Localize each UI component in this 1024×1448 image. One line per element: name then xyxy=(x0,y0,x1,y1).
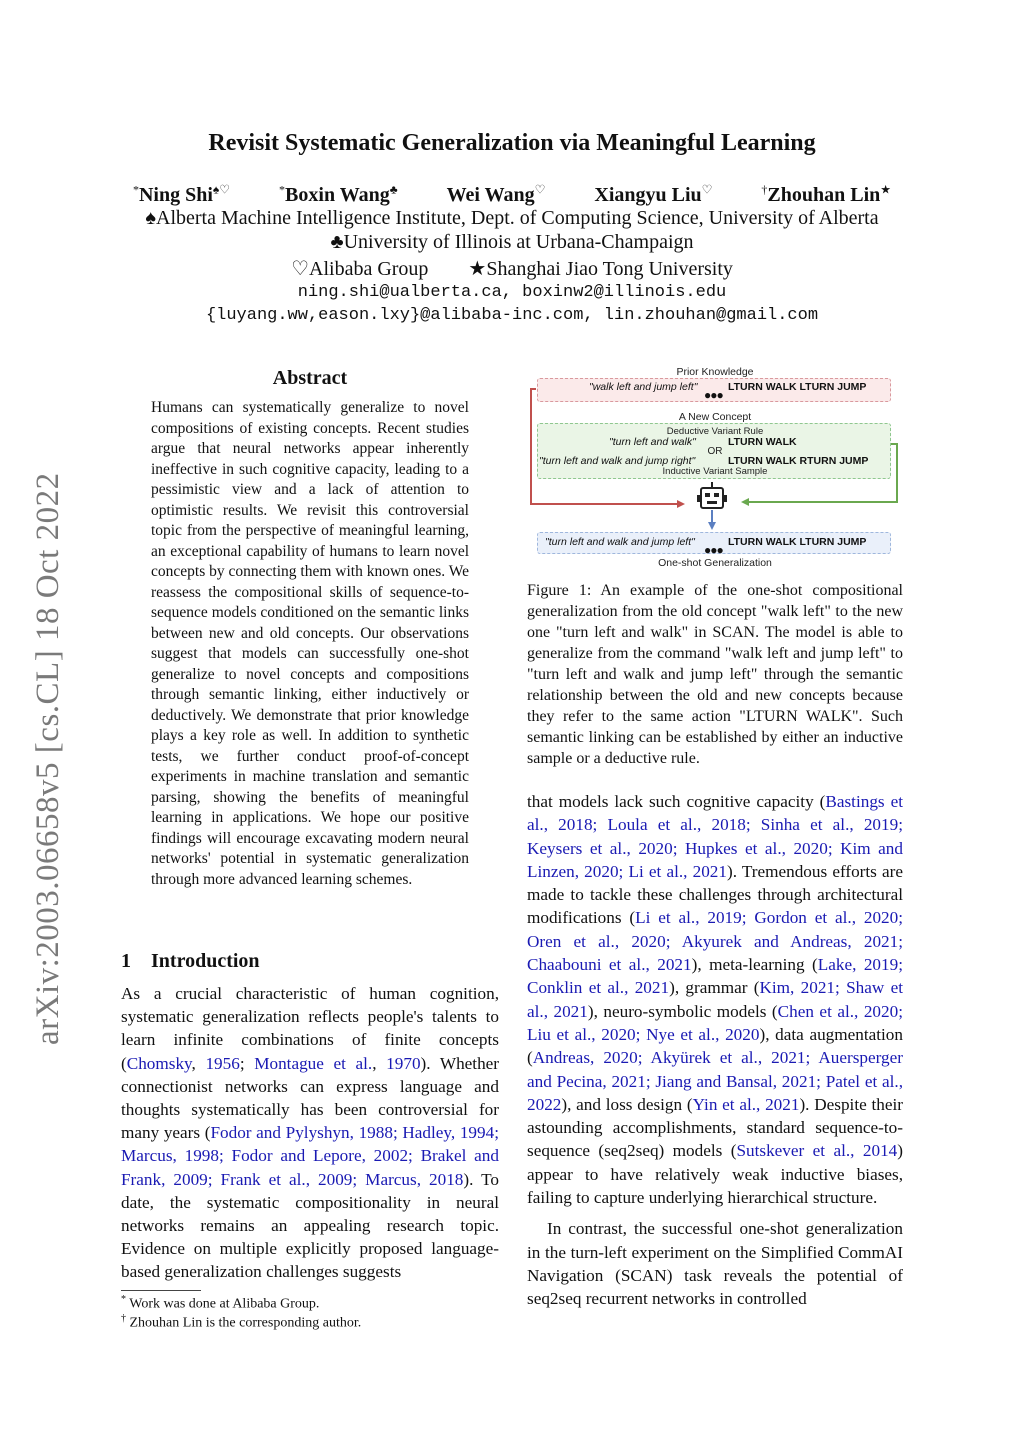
abstract-heading: Abstract xyxy=(272,367,348,389)
author: Wei Wang♡ xyxy=(446,182,546,206)
section-heading: 1 Introduction xyxy=(121,950,260,972)
footnote-rule xyxy=(121,1290,201,1291)
citation-link[interactable]: Fodor and Pylyshyn, 1988; Hadley, 1994; Marcus, 1998; Fodor and Lepore, 2002; Brakel and Frank, 2009; Frank et al., 2009; Marcus, 2018 xyxy=(121,1123,499,1189)
author-list xyxy=(0,182,1024,207)
paragraph: that models lack such cognitive capacity (Bastings et al., 2018; Loula et al., 2018; Sinha et al., 2019; Keysers et al., 2020; Hupkes et al., 2020; Kim and Linzen, 2020; Li et al., 2021). Tremendous efforts are made to tackle these challenges through architectural modifications (Li et al., 2019; Gordon et al., 2020; Oren et al., 2020; Akyurek and Andreas, 2021; Chaabouni et al., 2021), meta-learning (Lake, 2019; Conklin et al., 2021), grammar (Kim, 2021; Shaw et al., 2021), neuro-symbolic models (Chen et al., 2020; Liu et al., 2020; Nye et al., 2020), data augmentation (Andreas, 2020; Akyürek et al., 2021; Auersperger and Pecina, 2021; Jiang and Bansal, 2021; Patel et al., 2022), and loss design (Yin et al., 2021). Despite their astounding accomplishments, standard sequence-to-sequence (seq2seq) models (Sutskever et al., 2014) appear to have relatively weak inductive biases, failing to capture underlying hierarchical structure. xyxy=(527,792,904,1208)
prior-knowledge-label: Prior Knowledge xyxy=(676,366,754,378)
ellipsis-dots: ●●● xyxy=(704,543,723,557)
footnote: † Zhouhan Lin is the corresponding author. xyxy=(121,1313,362,1331)
author: *Boxin Wang♣ xyxy=(279,182,398,206)
citation-link[interactable]: Lake, 2019; Conklin et al., 2021 xyxy=(527,955,903,998)
citation-link[interactable]: Kim, 2021; Shaw et al., 2021 xyxy=(527,978,903,1021)
deductive-rule-label: Deductive Variant Rule xyxy=(666,426,764,437)
or-label: OR xyxy=(707,446,723,457)
rule-output: LTURN WALK xyxy=(728,436,797,448)
footnote: * Work was done at Alibaba Group. xyxy=(121,1294,320,1312)
robot-icon xyxy=(697,482,727,508)
email-line: ning.shi@ualberta.ca, boxinw2@illinois.edu xyxy=(297,283,727,302)
intro-paragraph: As a crucial characteristic of human cognition, systematic generalization reflects people's talents to learn infinite combinations of finite concepts (Chomsky, 1956; Montague et al., 1970). Whether connectionist networks can express language and thoughts systematically has been controversial for many years (Fodor and Pylyshyn, 1988; Hadley, 1994; Marcus, 1998; Fodor and Lepore, 2002; Brakel and Frank, 2009; Frank et al., 2009; Marcus, 2018). To date, the systematic compositionality in neural networks remains an appealing research topic. Evidence on multiple explicitly proposed language-based generalization challenges suggests xyxy=(121,984,500,1282)
affiliation: ♡Alibaba Group ★Shanghai Jiao Tong University xyxy=(291,258,733,280)
generalization-command: "turn left and walk and jump left" xyxy=(545,536,695,548)
new-concept-label: A New Concept xyxy=(678,411,752,423)
prior-arrowhead xyxy=(677,500,685,508)
sample-command: "turn left and walk and jump right" xyxy=(539,455,696,467)
citation-link[interactable]: Chomsky xyxy=(126,1053,192,1073)
author: †Zhouhan Lin★ xyxy=(761,182,892,206)
sample-output: LTURN WALK RTURN JUMP xyxy=(728,455,869,467)
email-line: {luyang.ww,eason.lxy}@alibaba-inc.com, lin.zhouhan@gmail.com xyxy=(205,306,819,325)
citation-link[interactable]: Li et al., 2019; Gordon et al., 2020; Oren et al., 2020; Akyurek and Andreas, 2021; Chaabouni et al., 2021 xyxy=(527,908,903,975)
citation-link[interactable]: Andreas, 2020; Akyürek et al., 2021; Auersperger and Pecina, 2021; Jiang and Bansal, 2021; Patel et al., 2022 xyxy=(527,1048,903,1114)
rule-command: "turn left and walk" xyxy=(609,436,696,448)
generalization-output: LTURN WALK LTURN JUMP xyxy=(728,536,867,548)
output-arrowhead xyxy=(708,522,716,530)
ellipsis-dots: ●●● xyxy=(704,388,723,402)
citation-link[interactable]: Chen et al., 2020; Liu et al., 2020; Nye et al., 2020 xyxy=(527,1001,903,1044)
paragraph: In contrast, the successful one-shot generalization in the turn-left experiment on the Simplified CommAI Navigation (SCAN) task reveals the potential of seq2seq recurrent networks in controlled xyxy=(527,1219,903,1309)
author: *Ning Shi♠♡ xyxy=(132,182,231,206)
right-column-text xyxy=(527,790,903,1319)
citation-link[interactable]: Montague et al. xyxy=(254,1053,373,1073)
concept-arrowhead xyxy=(741,498,749,506)
citation-link[interactable]: Sutskever et al., 2014 xyxy=(736,1141,898,1161)
prior-output: LTURN WALK LTURN JUMP xyxy=(728,381,867,393)
arxiv-identifier: arXiv:2003.06658v5 [cs.CL] 18 Oct 2022 xyxy=(30,472,66,1045)
one-shot-label: One-shot Generalization xyxy=(658,557,772,569)
affiliation: ♠Alberta Machine Intelligence Institute, Dept. of Computing Science, University of Alberta xyxy=(145,207,879,229)
citation-link[interactable]: Bastings et al., 2018; Loula et al., 2018; Sinha et al., 2019; Keysers et al., 2020; Hupkes et al., 2020; Kim and Linzen, 2020; Li et al., 2021 xyxy=(527,792,903,881)
citation-link[interactable]: 1970 xyxy=(386,1053,421,1073)
abstract-text: Humans can systematically generalize to novel compositions of existing concepts. Recent studies argue that neural networks appear inherently ineffective in such cognitive capacity, leading to a pessimistic view and a lack of attention to optimistic results. We revisit this controversial topic from the perspective of meaningful learning, an exceptional capability of humans to learn novel concepts by connecting them with known ones. We reassess the compositional skills of sequence-to-sequence models conditioned on the semantic links between new and old concepts. Our observations suggest that models can successfully one-shot generalize to novel concepts and compositions through semantic linking, either inductively or deductively. We demonstrate that prior knowledge plays a key role as well. In addition to synthetic tests, we further conduct proof-of-concept experiments in machine translation and semantic parsing, showing the benefits of meaningful learning in applications. We hope our positive findings will encourage excavating modern neural networks' potential in systematic generalization through more advanced learning schemes. xyxy=(151,399,469,888)
affiliation: ♣University of Illinois at Urbana-Champaign xyxy=(330,231,694,253)
figure-1 xyxy=(527,364,903,574)
citation-link[interactable]: Yin et al., 2021 xyxy=(692,1094,800,1114)
prior-command: "walk left and jump left" xyxy=(589,381,698,393)
paper-title: Revisit Systematic Generalization via Meaningful Learning xyxy=(208,130,816,156)
figure-caption: Figure 1: An example of the one-shot compositional generalization from the old concept "walk left" to the new one "turn left and walk" in SCAN. The model is able to generalize from the command "walk left and jump left" to "turn left and walk and jump left" through the semantic relationship between the old and new concepts because they refer to the same action "LTURN WALK". Such semantic linking can be established by either an inductive sample or a deductive rule. xyxy=(527,582,903,767)
citation-link[interactable]: 1956 xyxy=(205,1053,240,1073)
inductive-sample-label: Inductive Variant Sample xyxy=(662,466,768,477)
author: Xiangyu Liu♡ xyxy=(594,182,713,206)
